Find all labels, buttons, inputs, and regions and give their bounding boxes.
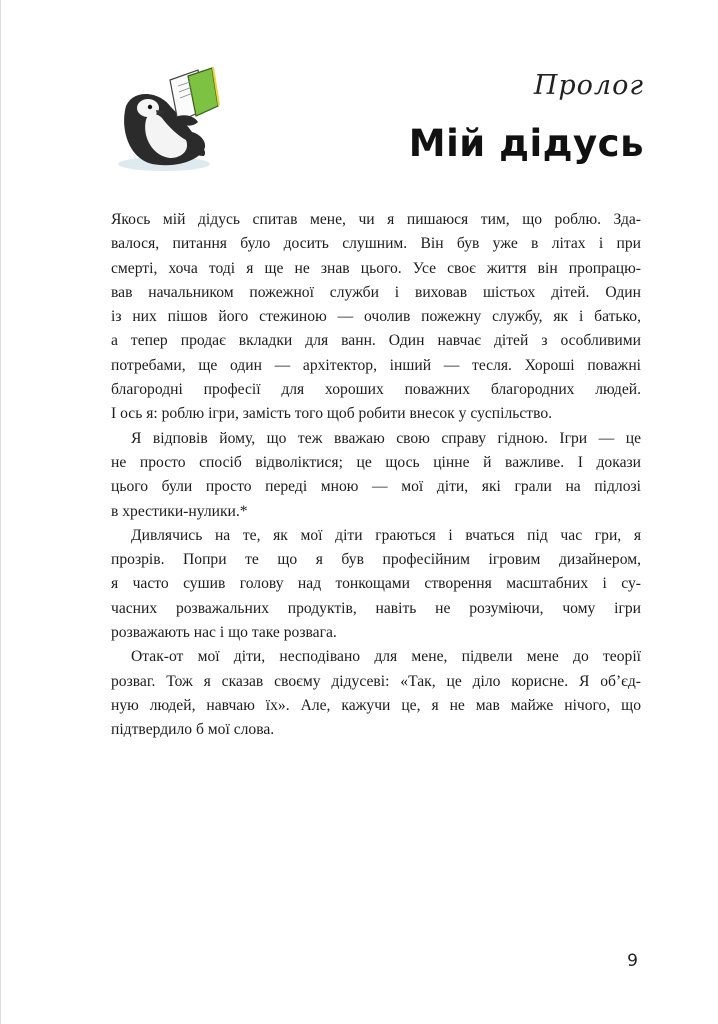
text-line: розважають нас і що таке розвага. bbox=[111, 624, 337, 642]
penguin-face bbox=[137, 99, 159, 117]
text-line: потребами, ще один — архітектор, інший — тесля. Хороші поважні bbox=[111, 356, 641, 374]
text-line: смерті, хоча тоді я ще не знав цього. Усе своє життя він пропрацю- bbox=[111, 259, 641, 277]
chapter-title: Мій дідусь bbox=[408, 122, 644, 165]
paragraph bbox=[111, 427, 641, 524]
paragraph bbox=[111, 524, 641, 645]
text-line: в хрестики-нулики.* bbox=[111, 502, 248, 520]
text-line: я часто сушив голову над тонкощами створення масштабних і су- bbox=[111, 575, 641, 593]
text-line: не просто спосіб відволіктися; це щось цінне й важливе. І докази bbox=[111, 453, 641, 471]
text-line: розваг. Тож я сказав своєму дідусеві: «Так, це діло корисне. Я об’єд- bbox=[111, 672, 641, 690]
text-line: часних розважальних продуктів, навіть не розуміючи, чому ігри bbox=[111, 599, 641, 617]
text-line: вав начальником пожежної служби і виховав шістьох дітей. Один bbox=[111, 283, 641, 301]
text-line: ную людей, навчаю їх». Але, кажучи це, я не мав майже нічого, що bbox=[111, 696, 641, 714]
text-line: Якось мій дідусь спитав мене, чи я пишаюся тим, що роблю. Зда- bbox=[111, 211, 641, 228]
text-line: із них пішов його стежиною — очолив пожежну службу, як і батько, bbox=[111, 308, 641, 326]
chapter-body bbox=[111, 208, 641, 743]
text-line: Дивлячись на те, як мої діти граються і вчаться під час гри, я bbox=[131, 526, 641, 544]
text-line: підтвердило б мої слова. bbox=[111, 721, 275, 739]
text-line: цього були просто переді мною — мої діти, які грали на підлозі bbox=[111, 478, 641, 496]
paragraph bbox=[111, 208, 641, 427]
text-line: І ось я: роблю ігри, замість того щоб робити внесок у суспільство. bbox=[111, 405, 553, 423]
penguin-eye bbox=[148, 105, 152, 109]
text-line: валося, питання було досить слушним. Він був уже в літах і при bbox=[111, 235, 641, 253]
prologue-label: Пролог bbox=[533, 70, 644, 101]
paragraph bbox=[111, 645, 641, 742]
text-line: прозрів. Попри те що я був професійним ігровим дизайнером, bbox=[111, 551, 641, 569]
text-line: Отак-от мої діти, несподівано для мене, підвели мене до теорії bbox=[131, 648, 641, 666]
page-number: 9 bbox=[627, 951, 638, 971]
text-line: а тепер продає вкладки для ванн. Один навчає дітей з особливими bbox=[111, 332, 641, 350]
text-line: Я відповів йому, що теж вважаю свою справу гідною. Ігри — це bbox=[131, 429, 641, 447]
text-line: благородні професії для хороших поважних благородних людей. bbox=[111, 381, 641, 399]
penguin-reading-book-icon bbox=[112, 66, 230, 178]
